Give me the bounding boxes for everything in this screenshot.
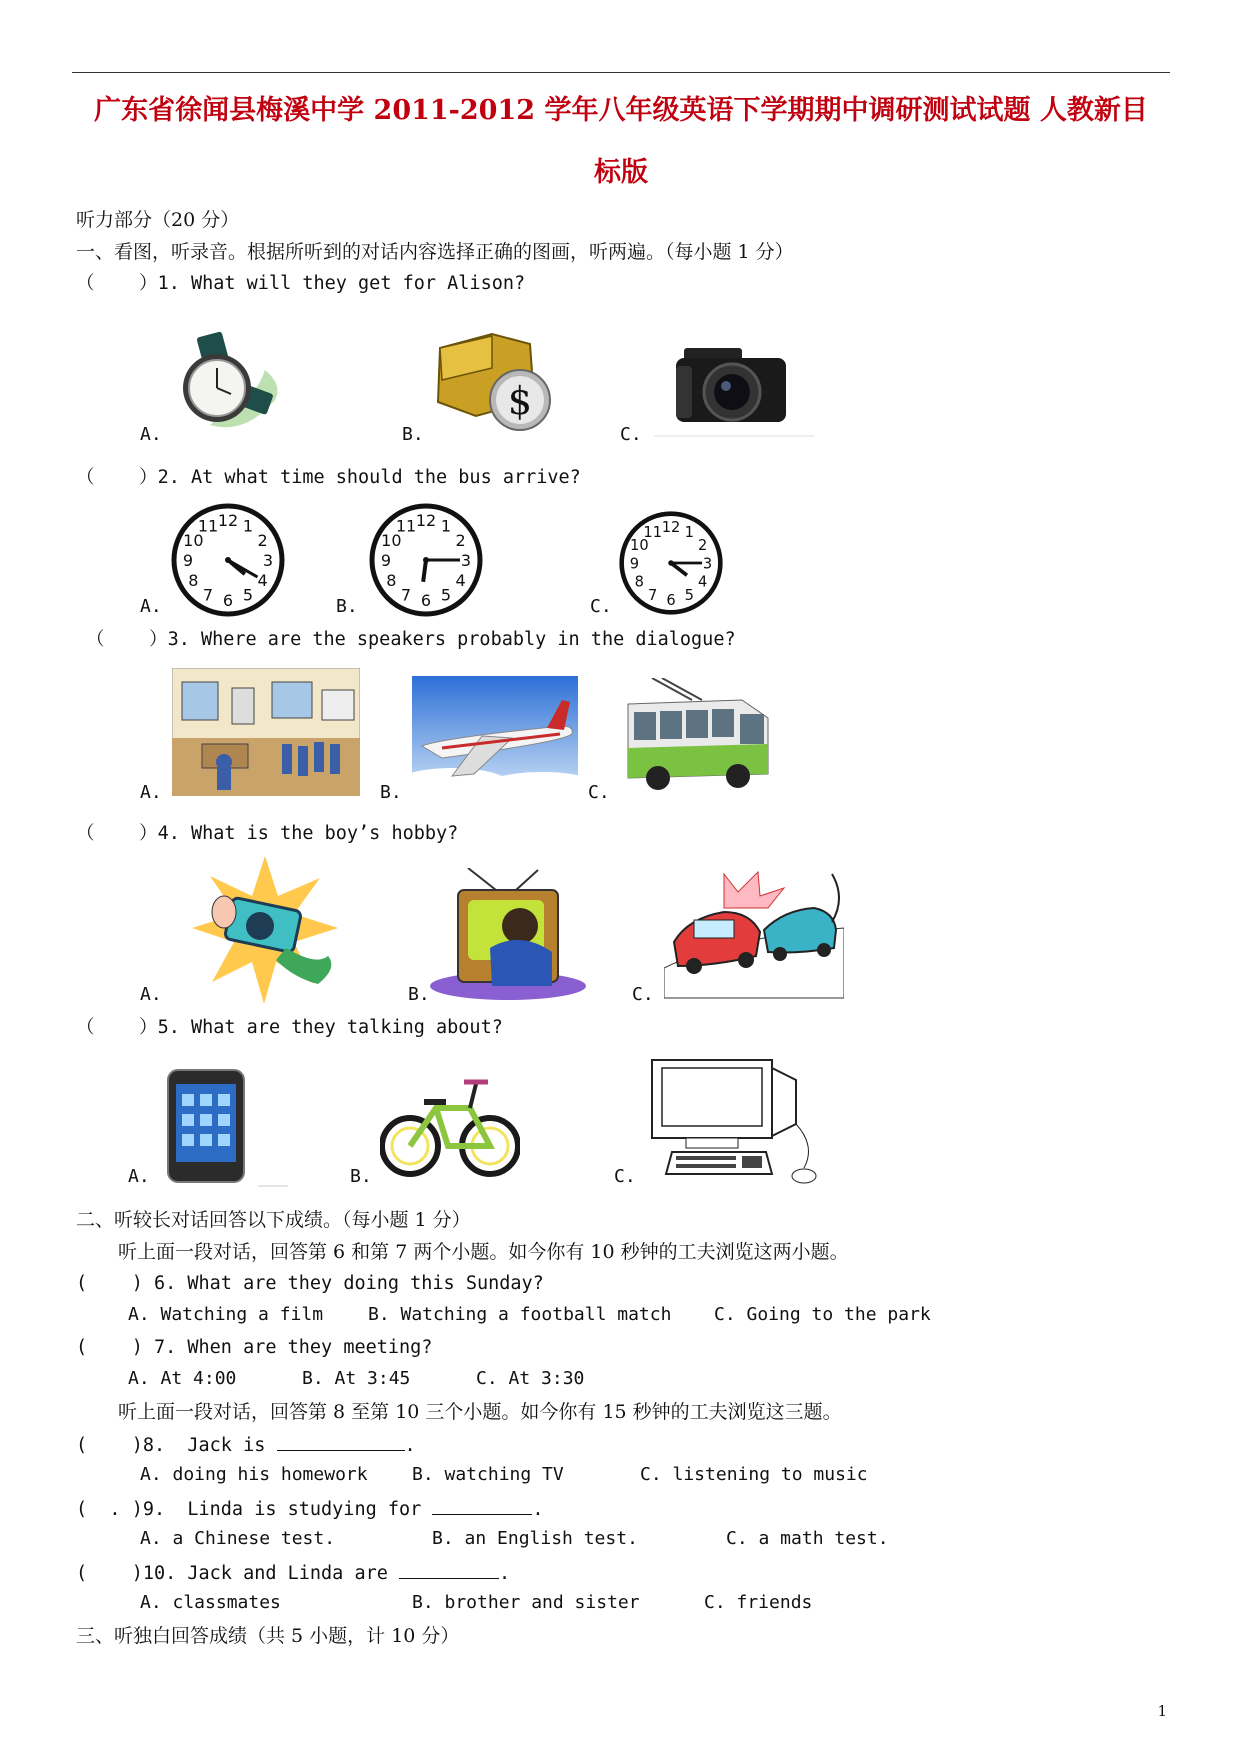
section1-heading: 一、看图，听录音。根据所听到的对话内容选择正确的图画，听两遍。（每小题 1 分） <box>76 241 794 263</box>
q9-blank[interactable] <box>432 1496 532 1515</box>
listening-header: 听力部分（20 分） <box>76 209 240 231</box>
q6-option-b[interactable]: B. Watching a football match <box>368 1304 672 1325</box>
section2-intro2: 听上面一段对话，回答第 8 至第 10 三个小题。如今你有 15 秒钟的工夫浏览这三题。 <box>118 1401 842 1423</box>
question-2-text: 2. At what time should the bus arrive? <box>157 467 581 488</box>
question-10-text: 10. Jack and Linda are <box>142 1563 388 1584</box>
section3-heading: 三、听独白回答成绩（共 5 小题，计 10 分） <box>76 1625 460 1647</box>
question-1 <box>76 272 525 296</box>
q4-label-c: C. <box>632 984 654 1005</box>
answer-bracket[interactable]: （ ） <box>76 273 158 294</box>
q2-label-a: A. <box>140 596 162 617</box>
question-3 <box>86 628 736 652</box>
bicycle-picture <box>380 1064 520 1186</box>
question-2 <box>76 466 581 490</box>
q9-end: . <box>532 1499 544 1520</box>
svg-text:7: 7 <box>400 585 412 605</box>
answer-bracket[interactable]: （ ） <box>76 467 158 488</box>
svg-text:1: 1 <box>684 523 694 541</box>
q8-option-c[interactable]: C. listening to music <box>640 1464 868 1485</box>
airplane-picture <box>412 676 578 796</box>
svg-text:9: 9 <box>182 551 194 570</box>
clock-b-picture <box>368 502 484 618</box>
mobile-phone-picture <box>158 1066 288 1188</box>
bus-picture <box>622 678 772 796</box>
question-3-text: 3. Where are the speakers probably in the dialogue? <box>167 629 736 650</box>
q5-label-a: A. <box>128 1166 150 1187</box>
svg-text:10: 10 <box>630 537 649 555</box>
svg-text:1: 1 <box>440 516 452 536</box>
q5-label-c: C. <box>614 1166 636 1187</box>
q8-option-b[interactable]: B. watching TV <box>412 1464 564 1485</box>
answer-bracket[interactable]: ( ) <box>76 1435 143 1456</box>
q4-label-a: A. <box>140 984 162 1005</box>
q5-label-b: B. <box>350 1166 372 1187</box>
svg-text:11: 11 <box>395 516 417 536</box>
question-4-text: 4. What is the boy’s hobby? <box>157 823 459 844</box>
svg-text:8: 8 <box>634 573 644 591</box>
svg-text:5: 5 <box>684 587 694 605</box>
svg-text:11: 11 <box>643 523 663 541</box>
q4-label-b: B. <box>408 984 430 1005</box>
office-picture <box>172 668 360 796</box>
q7-option-c[interactable]: C. At 3:30 <box>476 1368 585 1389</box>
answer-bracket[interactable]: （ ） <box>76 1017 158 1038</box>
svg-text:9: 9 <box>629 555 640 573</box>
q1-label-c: C. <box>620 424 642 445</box>
question-10 <box>76 1560 510 1586</box>
answer-bracket[interactable]: （ ） <box>86 629 168 650</box>
svg-text:4: 4 <box>257 571 268 590</box>
computer-picture <box>646 1056 822 1186</box>
top-rule <box>72 72 1170 73</box>
q3-label-a: A. <box>140 782 162 803</box>
q10-blank[interactable] <box>399 1560 499 1579</box>
svg-text:10: 10 <box>183 531 204 550</box>
svg-text:3: 3 <box>262 551 274 570</box>
q8-end: . <box>404 1435 416 1456</box>
q6-option-a[interactable]: A. Watching a film <box>128 1304 324 1325</box>
q10-option-c[interactable]: C. friends <box>704 1592 813 1613</box>
svg-text:2: 2 <box>257 531 268 550</box>
svg-text:8: 8 <box>386 571 397 590</box>
question-7 <box>76 1336 432 1360</box>
svg-text:8: 8 <box>188 571 199 590</box>
q2-label-c: C. <box>590 596 612 617</box>
svg-text:10: 10 <box>381 531 402 550</box>
svg-text:11: 11 <box>197 516 219 536</box>
question-6 <box>76 1272 544 1296</box>
q10-end: . <box>499 1563 511 1584</box>
question-5 <box>76 1016 503 1040</box>
question-9 <box>76 1496 544 1522</box>
camera-picture <box>654 330 814 440</box>
car-crash-picture <box>664 868 844 1002</box>
clock-a-picture <box>170 502 286 618</box>
q8-blank[interactable] <box>277 1432 405 1451</box>
question-5-text: 5. What are they talking about? <box>157 1017 503 1038</box>
svg-text:2: 2 <box>455 531 466 550</box>
svg-text:12: 12 <box>661 518 681 536</box>
q9-option-c[interactable]: C. a math test. <box>726 1528 889 1549</box>
q7-option-b[interactable]: B. At 3:45 <box>302 1368 411 1389</box>
document-title-line2: 标版 <box>594 157 648 188</box>
question-8-text: 8. Jack is <box>142 1435 266 1456</box>
svg-text:5: 5 <box>440 585 452 605</box>
q6-option-c[interactable]: C. Going to the park <box>714 1304 931 1325</box>
q3-label-b: B. <box>380 782 402 803</box>
svg-text:6: 6 <box>420 591 432 610</box>
q1-label-a: A. <box>140 424 162 445</box>
answer-bracket[interactable]: ( . ) <box>76 1499 143 1520</box>
svg-text:3: 3 <box>702 555 713 573</box>
svg-text:5: 5 <box>242 585 254 605</box>
answer-bracket[interactable]: （ ） <box>76 823 158 844</box>
answer-bracket[interactable]: ( ) <box>76 1563 143 1584</box>
svg-text:6: 6 <box>666 592 676 610</box>
document-title-line1: 广东省徐闻县梅溪中学 2011-2012 学年八年级英语下学期期中调研测试试题 人教新目 <box>94 95 1148 126</box>
svg-text:1: 1 <box>242 516 254 536</box>
q9-option-b[interactable]: B. an English test. <box>432 1528 638 1549</box>
wallet-picture <box>432 328 557 433</box>
svg-text:12: 12 <box>415 511 437 530</box>
q1-label-b: B. <box>402 424 424 445</box>
svg-text:6: 6 <box>222 591 234 610</box>
svg-text:4: 4 <box>698 573 708 591</box>
photographer-picture <box>190 856 340 1004</box>
q9-option-a[interactable]: A. a Chinese test. <box>140 1528 336 1549</box>
page-number: 1 <box>1157 1702 1167 1720</box>
svg-text:2: 2 <box>698 537 708 555</box>
answer-bracket[interactable]: ( ) <box>76 1273 143 1294</box>
section2-heading: 二、听较长对话回答以下成绩。（每小题 1 分） <box>76 1209 471 1231</box>
svg-text:7: 7 <box>648 587 658 605</box>
question-9-text: 9. Linda is studying for <box>142 1499 422 1520</box>
svg-text:12: 12 <box>217 511 239 530</box>
section2-intro1: 听上面一段对话，回答第 6 和第 7 两个小题。如今你有 10 秒钟的工夫浏览这两小题。 <box>118 1241 849 1263</box>
q10-option-a[interactable]: A. classmates <box>140 1592 281 1613</box>
answer-bracket[interactable]: ( ) <box>76 1337 143 1358</box>
tv-watching-picture <box>428 868 588 1002</box>
svg-text:7: 7 <box>202 585 214 605</box>
svg-text:3: 3 <box>460 551 472 570</box>
question-1-text: 1. What will they get for Alison? <box>157 273 526 294</box>
q2-label-b: B. <box>336 596 358 617</box>
question-6-text: 6. What are they doing this Sunday? <box>153 1273 544 1294</box>
svg-text:9: 9 <box>380 551 392 570</box>
q8-option-a[interactable]: A. doing his homework <box>140 1464 368 1485</box>
question-8 <box>76 1432 416 1458</box>
q7-option-a[interactable]: A. At 4:00 <box>128 1368 237 1389</box>
question-7-text: 7. When are they meeting? <box>153 1337 433 1358</box>
clock-c-picture <box>618 510 724 616</box>
q10-option-b[interactable]: B. brother and sister <box>412 1592 640 1613</box>
question-4 <box>76 822 458 846</box>
q3-label-c: C. <box>588 782 610 803</box>
svg-text:$: $ <box>507 379 533 423</box>
watch-picture <box>165 330 285 435</box>
svg-text:4: 4 <box>455 571 466 590</box>
